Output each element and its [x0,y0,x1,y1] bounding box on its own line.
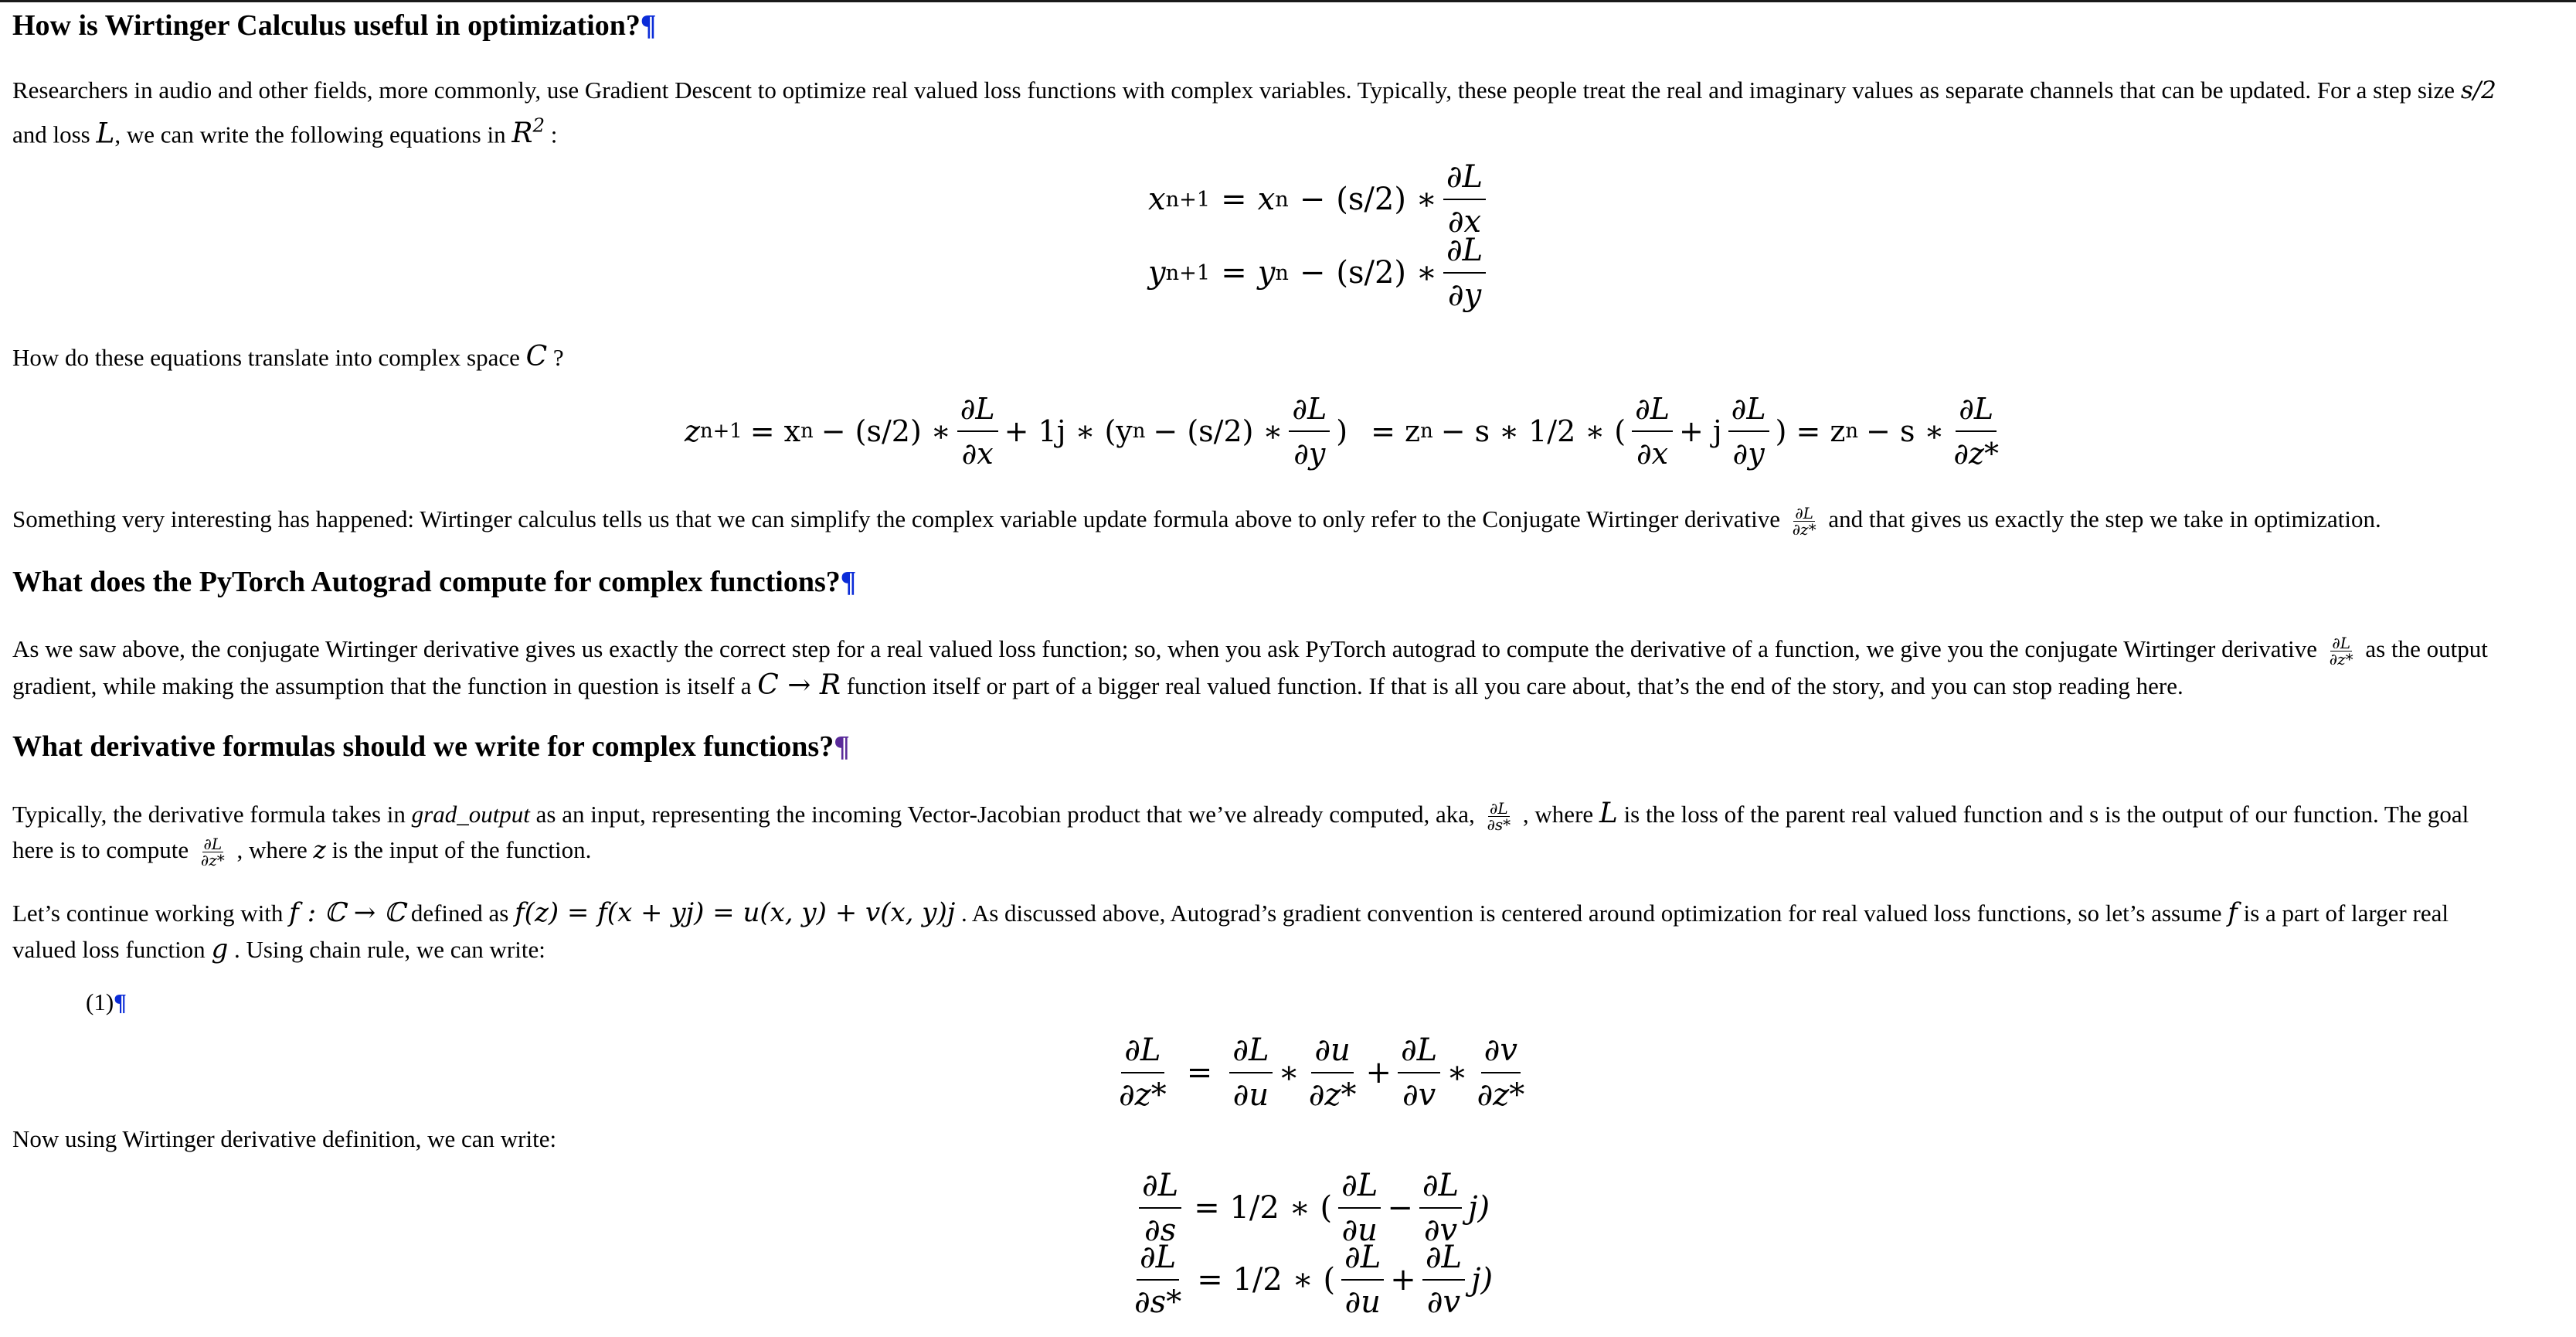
inline-fraction [1486,799,1513,835]
equation-chain-rule [1110,1030,1534,1115]
math-term: = z [1371,414,1421,448]
text: as the output [2365,635,2488,662]
code-term-grad-output: grad_output [411,801,530,828]
math-sub: n [1275,260,1289,285]
math-term: = 1/2 ∗ ( [1197,1262,1336,1298]
math-f-definition: f(z) = f(x + yj) = u(x, y) + v(x, y)j [515,897,956,928]
frac-den: ∂s* [1134,1284,1182,1320]
text: is a part of larger real [2243,900,2449,927]
math-term: + 1j ∗ (y [1004,414,1133,448]
section-heading-autograd [12,565,856,599]
frac-num: ∂L [1137,1237,1179,1281]
math-fraction [1422,1237,1465,1322]
text: Let’s continue working with [12,900,284,927]
text: function itself or part of a bigger real valued function. If that is all you care about, that’s the end of the story, and you can stop reading here. [846,672,2183,699]
frac-den: ∂z* [2329,650,2353,669]
frac-num: ∂L [203,835,223,854]
equation-real-update-x [1148,157,1492,242]
frac-num: ∂L [1795,504,1813,523]
math-op: = [1221,255,1247,291]
text: Now using Wirtinger derivative definition, we can write: [12,1125,557,1152]
text: here is to compute [12,836,189,863]
frac-num: ∂L [1490,799,1508,818]
math-coef: (s/2) ∗ [1336,255,1437,291]
math-fraction [1289,389,1330,474]
permalink-pilcrow[interactable]: ¶ [640,9,657,42]
frac-den: ∂v [1426,1284,1461,1320]
text: Researchers in audio and other fields, more commonly, use Gradient Descent to optimize real valued loss functions with complex variables. Typically, these people treat the real and imaginary values as separate channels that can be updated. For a step size [12,77,2455,104]
text: , where [1522,801,1594,828]
frac-den: ∂x [1447,204,1482,240]
frac-den: ∂u [1344,1284,1381,1320]
math-fraction [1116,1030,1170,1115]
math-term: − (s/2) ∗ [821,414,951,448]
math-term: = x [749,414,801,448]
math-f-signature: f : ℂ → ℂ [289,897,406,928]
frac-num: ∂L [1289,389,1330,432]
paragraph-continue-line2 [12,931,545,968]
math-fraction [1632,389,1673,474]
math-term: ) [1336,414,1348,448]
paragraph-grad-output-line2 [12,832,591,868]
math-op: + [1390,1262,1416,1298]
frac-den: ∂x [961,437,994,471]
frac-num: ∂L [1338,1165,1381,1209]
frac-den: ∂v [1423,1213,1458,1248]
math-g: g [211,934,229,964]
frac-den: ∂u [1232,1077,1269,1113]
text: is the input of the function. [331,836,592,863]
text: . Using chain rule, we can write: [233,936,545,963]
math-op: ∗ [1446,1055,1468,1090]
frac-den: ∂y [1293,437,1326,471]
math-sub: n [1132,420,1146,443]
math-var: z [685,414,701,448]
math-op: = [1221,182,1247,217]
math-fraction [1443,230,1486,315]
paragraph-wirtinger-definition [12,1121,556,1157]
math-fraction [1728,389,1769,474]
inline-fraction [199,836,226,868]
math-f: f [2228,897,2238,928]
frac-den: ∂z* [1477,1077,1525,1113]
math-term: − (s/2) ∗ [1153,414,1283,448]
math-term: − s ∗ 1/2 ∗ ( [1440,414,1626,448]
text: As we saw above, the conjugate Wirtinger derivative gives us exactly the correct step for a real valued loss function; so, when you ask PyTorch autograd to compute the derivative of a function, we give you the conjugate Wirtinger derivative [12,635,2318,662]
frac-den: ∂s [1144,1213,1177,1248]
frac-num: ∂L [1632,389,1673,432]
frac-den: ∂z* [1792,520,1816,539]
math-term: = 1/2 ∗ ( [1194,1190,1333,1226]
frac-den: ∂z* [1119,1077,1167,1113]
permalink-pilcrow[interactable]: ¶ [834,730,850,763]
text: Typically, the derivative formula takes in [12,801,406,828]
frac-num: ∂L [2332,634,2351,653]
paragraph-continue-line1 [12,895,2449,931]
math-fraction [1443,157,1486,242]
math-fraction [1229,1030,1272,1115]
equation-permalink-pilcrow[interactable]: ¶ [114,988,127,1016]
paragraph-intro-line2 [12,108,557,152]
math-fraction [1306,1030,1360,1115]
math-fraction [1950,389,2002,474]
paragraph-autograd-line1 [12,631,2488,667]
math-sub: n+1 [700,420,743,443]
math-term: j) [1468,1190,1490,1226]
math-sub: n+1 [1165,260,1211,285]
frac-num: ∂L [1341,1237,1384,1281]
heading-text: What does the PyTorch Autograd compute for complex functions? [12,566,841,598]
math-C-to-R: C → R [757,669,841,701]
paragraph-autograd-line2 [12,668,2183,704]
permalink-pilcrow[interactable]: ¶ [840,566,857,598]
paragraph-grad-output-line1 [12,796,2469,835]
heading-text: How is Wirtinger Calculus useful in optimization? [12,9,641,42]
frac-num: ∂L [1229,1030,1272,1073]
math-var: y [1148,255,1166,291]
text: , we can write the following equations in [114,121,506,148]
frac-den: ∂z* [1308,1077,1357,1113]
frac-num: ∂L [1422,1237,1465,1281]
math-z: z [313,836,326,864]
frac-den: ∂z* [200,851,225,870]
heading-text: What derivative formulas should we write for complex functions? [12,730,834,763]
equation-real-update-y [1148,230,1492,315]
frac-num: ∂L [1419,1165,1462,1209]
math-C: C [525,341,548,373]
math-L: L [1599,798,1618,829]
math-op: + [1365,1055,1392,1090]
equation-complex-update [685,389,2008,474]
math-step-size: s/2 [2460,77,2496,104]
frac-den: ∂y [1447,277,1482,313]
math-superscript: 2 [532,114,545,137]
paragraph-complex-space [12,339,564,376]
math-term: + j [1678,414,1722,448]
text: is the loss of the parent real valued function and s is the output of our function. The goal [1623,801,2469,828]
equation-number [86,988,127,1016]
frac-num: ∂L [1956,389,1997,432]
math-sub: n [1275,187,1289,212]
math-op: − [1299,182,1326,217]
frac-den: ∂y [1732,437,1765,471]
frac-num: ∂L [1728,389,1769,432]
frac-den: ∂x [1636,437,1669,471]
frac-den: ∂u [1341,1213,1378,1248]
math-fraction [1473,1030,1528,1115]
frac-num: ∂L [1443,157,1486,200]
text: valued loss function [12,936,206,963]
frac-num: ∂L [1139,1165,1181,1209]
text: Something very interesting has happened: Wirtinger calculus tells us that we can simplify the complex variable update formula above to only refer to the Conjugate Wirtinger derivative [12,505,1780,532]
math-op: − [1387,1190,1413,1226]
math-fraction [1131,1237,1184,1322]
math-sub: n [1420,420,1433,443]
math-op: − [1299,255,1326,291]
equation-wirtinger-ds-conj [1125,1237,1493,1322]
math-coef: (s/2) ∗ [1336,182,1437,217]
frac-den: ∂s* [1487,815,1511,835]
frac-num: ∂L [1443,230,1486,274]
frac-num: ∂L [1121,1030,1164,1073]
math-var: y [1257,255,1276,291]
equation-number-text: (1) [86,988,114,1016]
math-sub: n [800,420,814,443]
math-var: x [1148,182,1166,217]
math-R2 [511,114,545,150]
text: and loss [12,121,90,148]
text: : [550,121,558,148]
section-heading-wirtinger [12,9,656,43]
frac-num: ∂u [1311,1030,1353,1073]
math-var: x [1257,182,1276,217]
text: defined as [410,900,509,927]
text: ? [552,344,564,371]
math-op: = [1186,1055,1213,1090]
section-heading-derivative-formulas [12,730,850,764]
paragraph-intro-line1 [12,73,2496,108]
math-fraction [1341,1237,1384,1322]
math-sub: n [1845,420,1859,443]
text: and that gives us exactly the step we take in optimization. [1828,505,2381,532]
frac-num: ∂L [1398,1030,1440,1073]
frac-num: ∂L [957,389,998,432]
text: How do these equations translate into complex space [12,344,520,371]
math-fraction [957,389,998,474]
math-term: − s ∗ [1866,414,1945,448]
text: as an input, representing the incoming Vector-Jacobian product that we’ve already computed, aka, [535,801,1475,828]
text: . As discussed above, Autograd’s gradient convention is centered around optimization for real valued loss functions, so let’s assume [961,900,2222,927]
inline-fraction [1791,505,1818,537]
math-L: L [96,117,115,150]
paragraph-something-interesting [12,502,2381,537]
math-R: R [511,117,533,150]
math-fraction [1398,1030,1440,1115]
frac-den: ∂v [1402,1077,1436,1113]
inline-fraction [2328,635,2355,667]
frac-den: ∂z* [1953,437,2000,471]
math-op: ∗ [1278,1055,1300,1090]
math-sub: n+1 [1165,187,1211,212]
frac-num: ∂v [1481,1030,1521,1073]
text: , where [236,836,308,863]
math-term: ) = z [1775,414,1846,448]
math-term: j) [1471,1262,1494,1298]
text: gradient, while making the assumption that the function in question is itself a [12,672,752,699]
